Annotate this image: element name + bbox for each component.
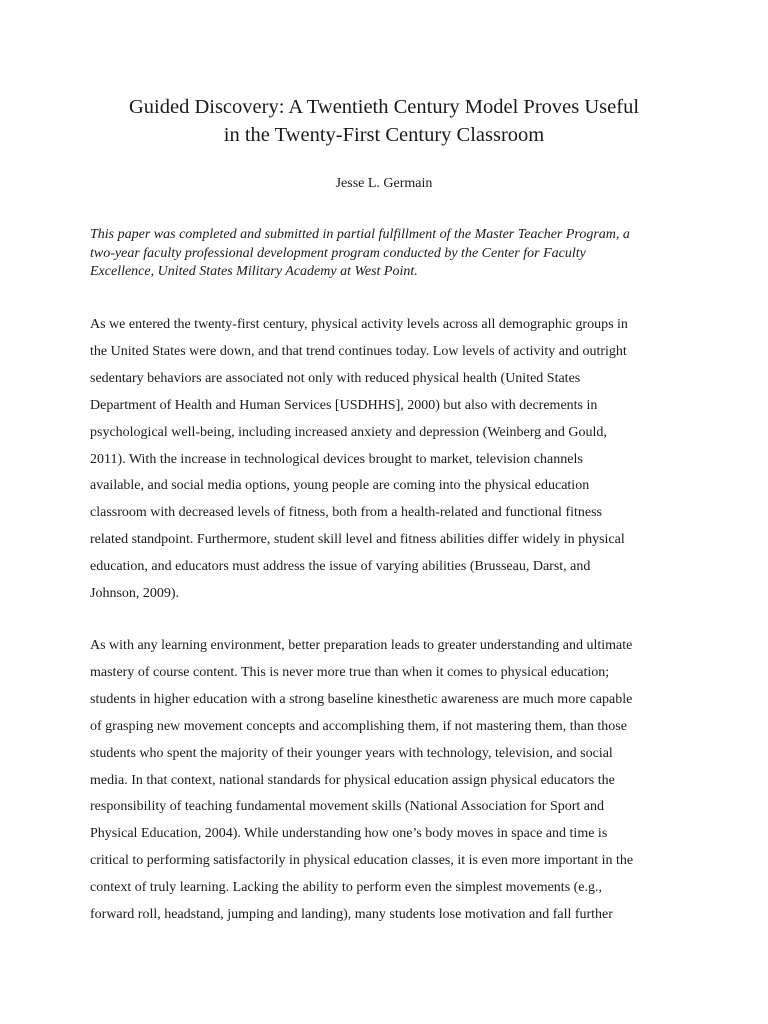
paragraph-line: As with any learning environment, better preparation leads to greater understanding and ultimate [90,638,633,653]
paragraph-line: Physical Education, 2004). While understanding how one’s body moves in space and time is [90,826,608,842]
paragraph-line: 2011). With the increase in technological devices brought to market, television channels [90,451,583,467]
body-paragraph-1 [90,312,690,608]
paragraph-line: As we entered the twenty-first century, physical activity levels across all demographic groups in [90,317,628,332]
paragraph-line: Department of Health and Human Services [USDHHS], 2000) but also with decrements in [90,397,598,413]
title-line: in the Twenty-First Century Classroom [223,124,545,146]
paragraph-line: classroom with decreased levels of fitness, both from a health-related and functional fitness [90,505,602,521]
paragraph-line: context of truly learning. Lacking the ability to perform even the simplest movements (e.g., [90,880,603,896]
paragraph-line: related standpoint. Furthermore, student skill level and fitness abilities differ widely in physical [90,532,625,548]
paragraph-line: students who spent the majority of their younger years with technology, television, and social [90,745,613,761]
paragraph-line: media. In that context, national standards for physical education assign physical educators the [90,772,615,788]
paragraph-line: education, and educators must address the issue of varying abilities (Brusseau, Darst, and [90,559,591,575]
paragraph-line: responsibility of teaching fundamental movement skills (National Association for Sport and [90,799,605,815]
paragraph-line: psychological well-being, including increased anxiety and depression (Weinberg and Gould, [90,424,607,440]
paragraph-line: mastery of course content. This is never more true than when it comes to physical education; [90,664,610,680]
paragraph-line: the United States were down, and that trend continues today. Low levels of activity and outright [90,343,627,359]
paragraph-line: forward roll, headstand, jumping and landing), many students lose motivation and fall further [90,907,613,923]
submission-note [90,226,690,282]
note-line: two-year faculty professional development program conducted by the Center for Faculty [90,245,586,261]
paragraph-line: available, and social media options, young people are coming into the physical education [90,478,590,494]
note-line: Excellence, United States Military Academy at West Point. [90,264,418,279]
paragraph-line: of grasping new movement concepts and accomplishing them, if not mastering them, than those [90,718,627,734]
note-line: This paper was completed and submitted in partial fulfillment of the Master Teacher Program, a [90,227,630,242]
paragraph-line: students in higher education with a strong baseline kinesthetic awareness are much more capable [90,691,633,707]
title-line: Guided Discovery: A Twentieth Century Model Proves Useful [128,96,640,118]
author-name: Jesse L. Germain [335,176,433,191]
paragraph-line: Johnson, 2009). [90,586,180,602]
paragraph-line: sedentary behaviors are associated not only with reduced physical health (United States [90,370,581,386]
body-paragraph-2 [90,633,690,929]
paragraph-line: critical to performing satisfactorily in physical education classes, it is even more important in the [90,853,634,869]
document-title [60,93,708,149]
